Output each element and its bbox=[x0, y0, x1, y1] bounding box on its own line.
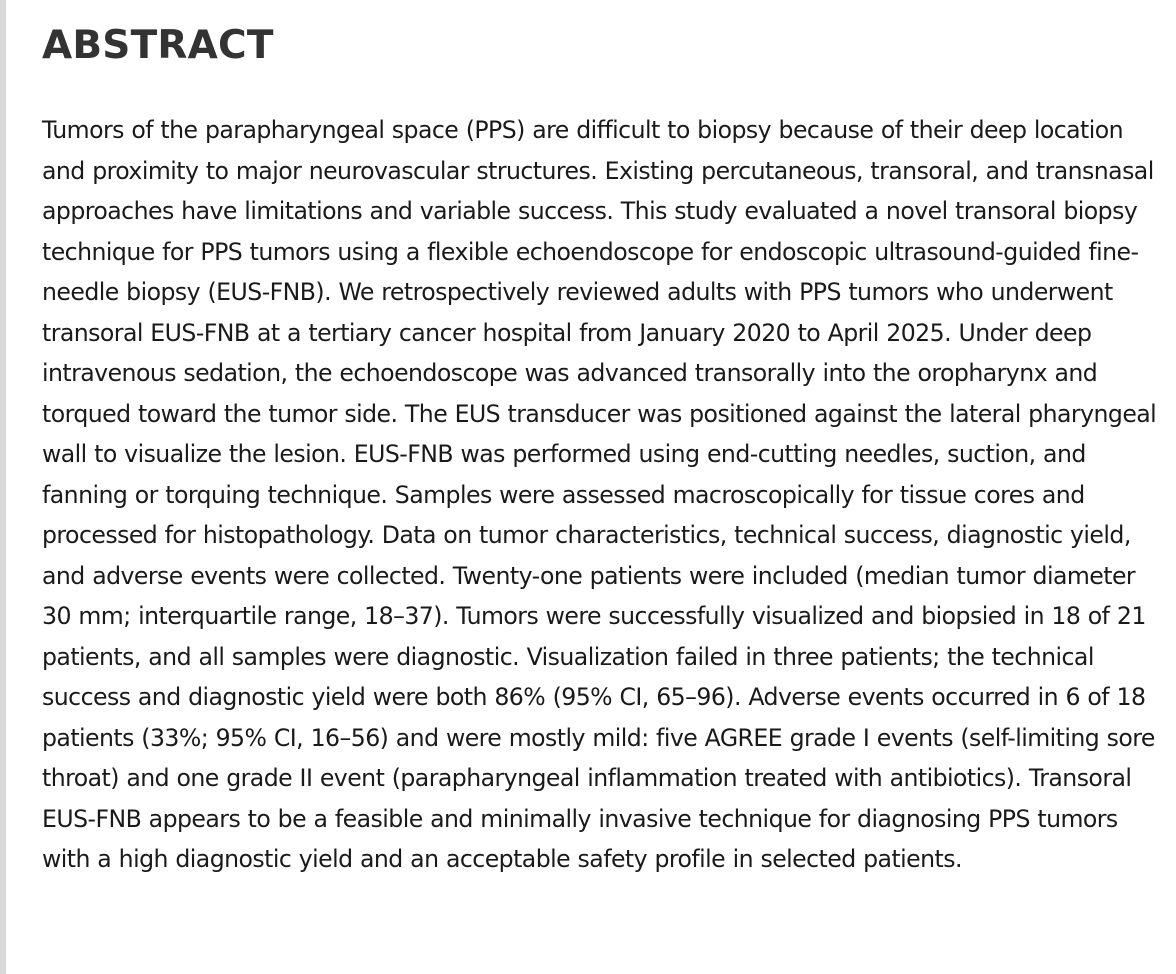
abstract-section bbox=[42, 22, 1166, 880]
left-border-rule bbox=[0, 0, 6, 974]
section-heading: ABSTRACT bbox=[42, 23, 274, 68]
abstract-paragraph: Tumors of the parapharyngeal space (PPS) are difficult to biopsy because of their deep location and proximity to major neurovascular structures. Existing percutaneous, transoral, and transnasal approaches have limitations and variable success. This study evaluated a novel transoral biopsy technique for PPS tumors using a flexible echoendoscope for endoscopic ultrasound-guided fine-needle biopsy (EUS-FNB). We retrospectively reviewed adults with PPS tumors who underwent transoral EUS-FNB at a tertiary cancer hospital from January 2020 to April 2025. Under deep intravenous sedation, the echoendoscope was advanced transorally into the oropharynx and torqued toward the tumor side. The EUS transducer was positioned against the lateral pharyngeal wall to visualize the lesion. EUS-FNB was performed using end-cutting needles, suction, and fanning or torquing technique. Samples were assessed macroscopically for tissue cores and processed for histopathology. Data on tumor characteristics, technical success, diagnostic yield, and adverse events were collected. Twenty-one patients were included (median tumor diameter 30 mm; interquartile range, 18–37). Tumors were successfully visualized and biopsied in 18 of 21 patients, and all samples were diagnostic. Visualization failed in three patients; the technical success and diagnostic yield were both 86% (95% CI, 65–96). Adverse events occurred in 6 of 18 patients (33%; 95% CI, 16–56) and were mostly mild: five AGREE grade I events (self-limiting sore throat) and one grade II event (parapharyngeal inflammation treated with antibiotics). Transoral EUS-FNB appears to be a feasible and minimally invasive technique for diagnosing PPS tumors with a high diagnostic yield and an acceptable safety profile in selected patients. bbox=[42, 116, 1157, 873]
